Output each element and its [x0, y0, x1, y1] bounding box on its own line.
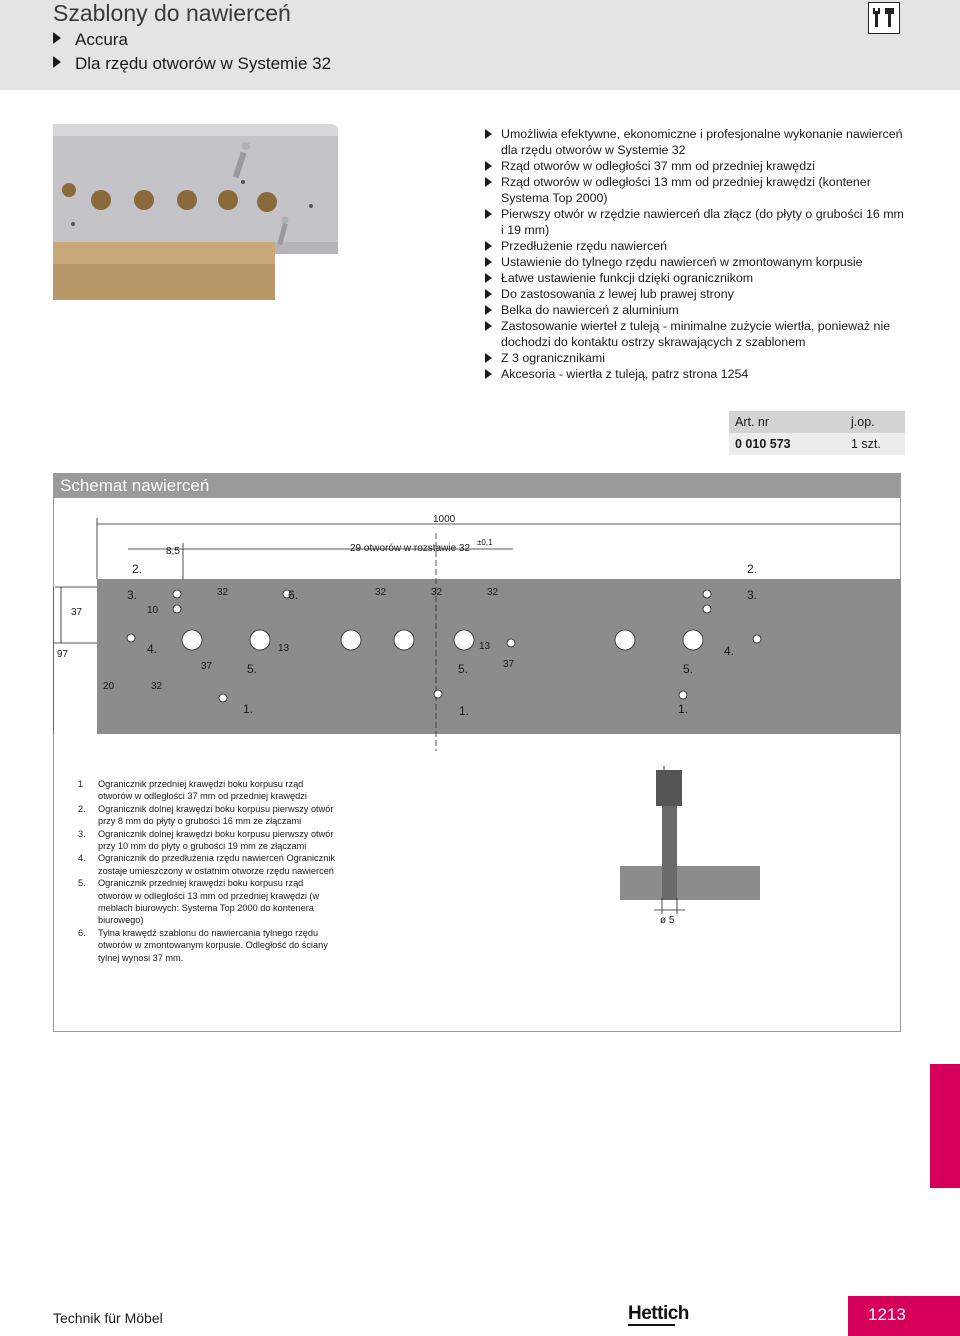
template-plate: [97, 579, 901, 734]
pin-shaft: [662, 806, 677, 866]
legend-item: 2. Ogranicznik dolnej krawędzi boku korpusu pierwszy otwór przy 8 mm do płyty o grubości 16 mm ze złączami: [78, 803, 334, 827]
article-table-row: [729, 433, 905, 455]
triangle-bullet-icon: [485, 209, 492, 219]
label-6: 6.: [288, 588, 299, 602]
label-4-left: 4.: [147, 642, 158, 656]
dim-10: 10: [147, 605, 159, 616]
dim-97: 97: [57, 649, 69, 660]
pin-diameter-label: ø 5: [660, 915, 675, 926]
label-2-left: 2.: [132, 562, 143, 576]
label-1-c: 1.: [678, 702, 689, 716]
article-col-art: Art. nr: [729, 411, 845, 433]
triangle-bullet-icon: [53, 32, 61, 44]
dim-37-a: 37: [201, 661, 213, 672]
triangle-bullet-icon: [485, 257, 492, 267]
dim-row-text: 29 otworów w rozstawie 32: [350, 543, 471, 554]
label-1-a: 1.: [243, 702, 254, 716]
label-3-right: 3.: [747, 588, 758, 602]
feature-item: Pierwszy otwór w rzędzie nawierceń dla złącz (do płyty o grubości 16 mm i 19 mm): [485, 206, 905, 238]
subtitle-system: [53, 54, 331, 74]
triangle-bullet-icon: [485, 353, 492, 363]
dim-37-b: 37: [503, 659, 515, 670]
dim-32-c: 32: [431, 587, 443, 598]
pin-diagram: [620, 766, 760, 936]
product-photo: [53, 124, 338, 300]
triangle-bullet-icon: [485, 369, 492, 379]
feature-item: Ustawienie do tylnego rzędu nawierceń w zmontowanym korpusie: [485, 254, 905, 270]
drilling-scheme-diagram: [53, 505, 901, 755]
feature-item: Umożliwia efektywne, ekonomiczne i profesjonalne wykonanie nawierceń dla rzędu otworów w Systemie 32: [485, 126, 905, 158]
dim-13-a: 13: [278, 643, 290, 654]
subtitle-accura-text: Accura: [75, 30, 128, 49]
dim-37-left: 37: [71, 607, 83, 618]
legend: [78, 778, 348, 964]
label-5-b: 5.: [458, 662, 469, 676]
tools-icon: [868, 2, 900, 34]
feature-item: Z 3 ogranicznikami: [485, 350, 905, 366]
dim-tolerance: ±0,1: [477, 538, 493, 547]
feature-item: Przedłużenie rzędu nawierceń: [485, 238, 905, 254]
feature-list: [485, 126, 905, 382]
dim-32-b: 32: [375, 587, 387, 598]
legend-item: 6. Tylna krawędź szablonu do nawiercania tylnego rzędu otworów w zmontowanym korpusie. Odległość do ściany tylnej wynosi 37 mm.: [78, 927, 328, 963]
page-title: Szablony do nawierceń: [53, 0, 291, 26]
subtitle-system-text: Dla rzędu otworów w Systemie 32: [75, 54, 332, 73]
article-table-header: [729, 411, 905, 433]
feature-item: Belka do nawierceń z aluminium: [485, 302, 905, 318]
label-4-right: 4.: [724, 644, 735, 658]
side-accent-bar: [930, 1064, 960, 1188]
dim-13-b: 13: [479, 641, 491, 652]
label-5-c: 5.: [683, 662, 694, 676]
dim-32-e: 32: [151, 681, 163, 692]
triangle-bullet-icon: [485, 129, 492, 139]
feature-item: Zastosowanie wierteł z tuleją - minimalne zużycie wiertła, ponieważ nie dochodzi do kontaktu ostrzy skrawających z szablonem: [485, 318, 905, 350]
feature-item: Do zastosowania z lewej lub prawej strony: [485, 286, 905, 302]
triangle-bullet-icon: [53, 56, 61, 68]
feature-item: Rząd otworów w odległości 13 mm od przedniej krawędzi (kontener Systema Top 2000): [485, 174, 905, 206]
triangle-bullet-icon: [485, 305, 492, 315]
article-col-unit: j.op.: [845, 411, 905, 433]
legend-item: 5. Ogranicznik przedniej krawędzi boku korpusu rząd otworów w odległości 13 mm od przedniej krawędzi (w meblach biurowych: Systema Top 2000 do kontenera biurowego): [78, 878, 320, 926]
dim-1000: 1000: [433, 514, 456, 525]
article-qty: 1 szt.: [845, 433, 905, 455]
label-2-right: 2.: [747, 562, 758, 576]
label-5-a: 5.: [247, 662, 258, 676]
pin-head: [656, 770, 682, 806]
legend-item: 3. Ogranicznik dolnej krawędzi boku korpusu pierwszy otwór przy 10 mm do płyty o grubości 19 mm ze złączami: [78, 828, 334, 852]
article-table: [729, 411, 905, 455]
article-number: 0 010 573: [729, 433, 845, 455]
label-3-left: 3.: [127, 588, 138, 602]
dim-32-d: 32: [487, 587, 499, 598]
hettich-logo: Hettich: [628, 1303, 689, 1324]
hettich-logo-underline: [628, 1324, 675, 1326]
dim-32-a: 32: [217, 587, 229, 598]
footer-left-text: Technik für Möbel: [53, 1310, 163, 1326]
legend-item: 1 Ogranicznik przedniej krawędzi boku korpusu rząd otworów w odległości 37 mm od przedniej krawędzi: [78, 779, 307, 802]
page-number: 1213: [868, 1305, 906, 1324]
triangle-bullet-icon: [485, 289, 492, 299]
triangle-bullet-icon: [485, 161, 492, 171]
pin-plate: [620, 866, 760, 900]
triangle-bullet-icon: [485, 321, 492, 331]
dim-20: 20: [103, 681, 115, 692]
legend-item: 4. Ogranicznik do przedłużenia rzędu nawierceń Ogranicznik zostaje umieszczony w ostatnim otworze rzędu nawierceń: [78, 853, 335, 876]
subtitle-accura: [53, 30, 128, 50]
triangle-bullet-icon: [485, 241, 492, 251]
triangle-bullet-icon: [485, 273, 492, 283]
feature-item: Akcesoria - wiertła z tuleją, patrz strona 1254: [485, 366, 905, 382]
section-title: Schemat nawierceń: [54, 474, 900, 498]
label-1-b: 1.: [459, 704, 470, 718]
feature-item: Łatwe ustawienie funkcji dzięki ogranicznikom: [485, 270, 905, 286]
feature-item: Rząd otworów w odległości 37 mm od przedniej krawędzi: [485, 158, 905, 174]
dim-8-5: 8,5: [166, 546, 180, 557]
triangle-bullet-icon: [485, 177, 492, 187]
